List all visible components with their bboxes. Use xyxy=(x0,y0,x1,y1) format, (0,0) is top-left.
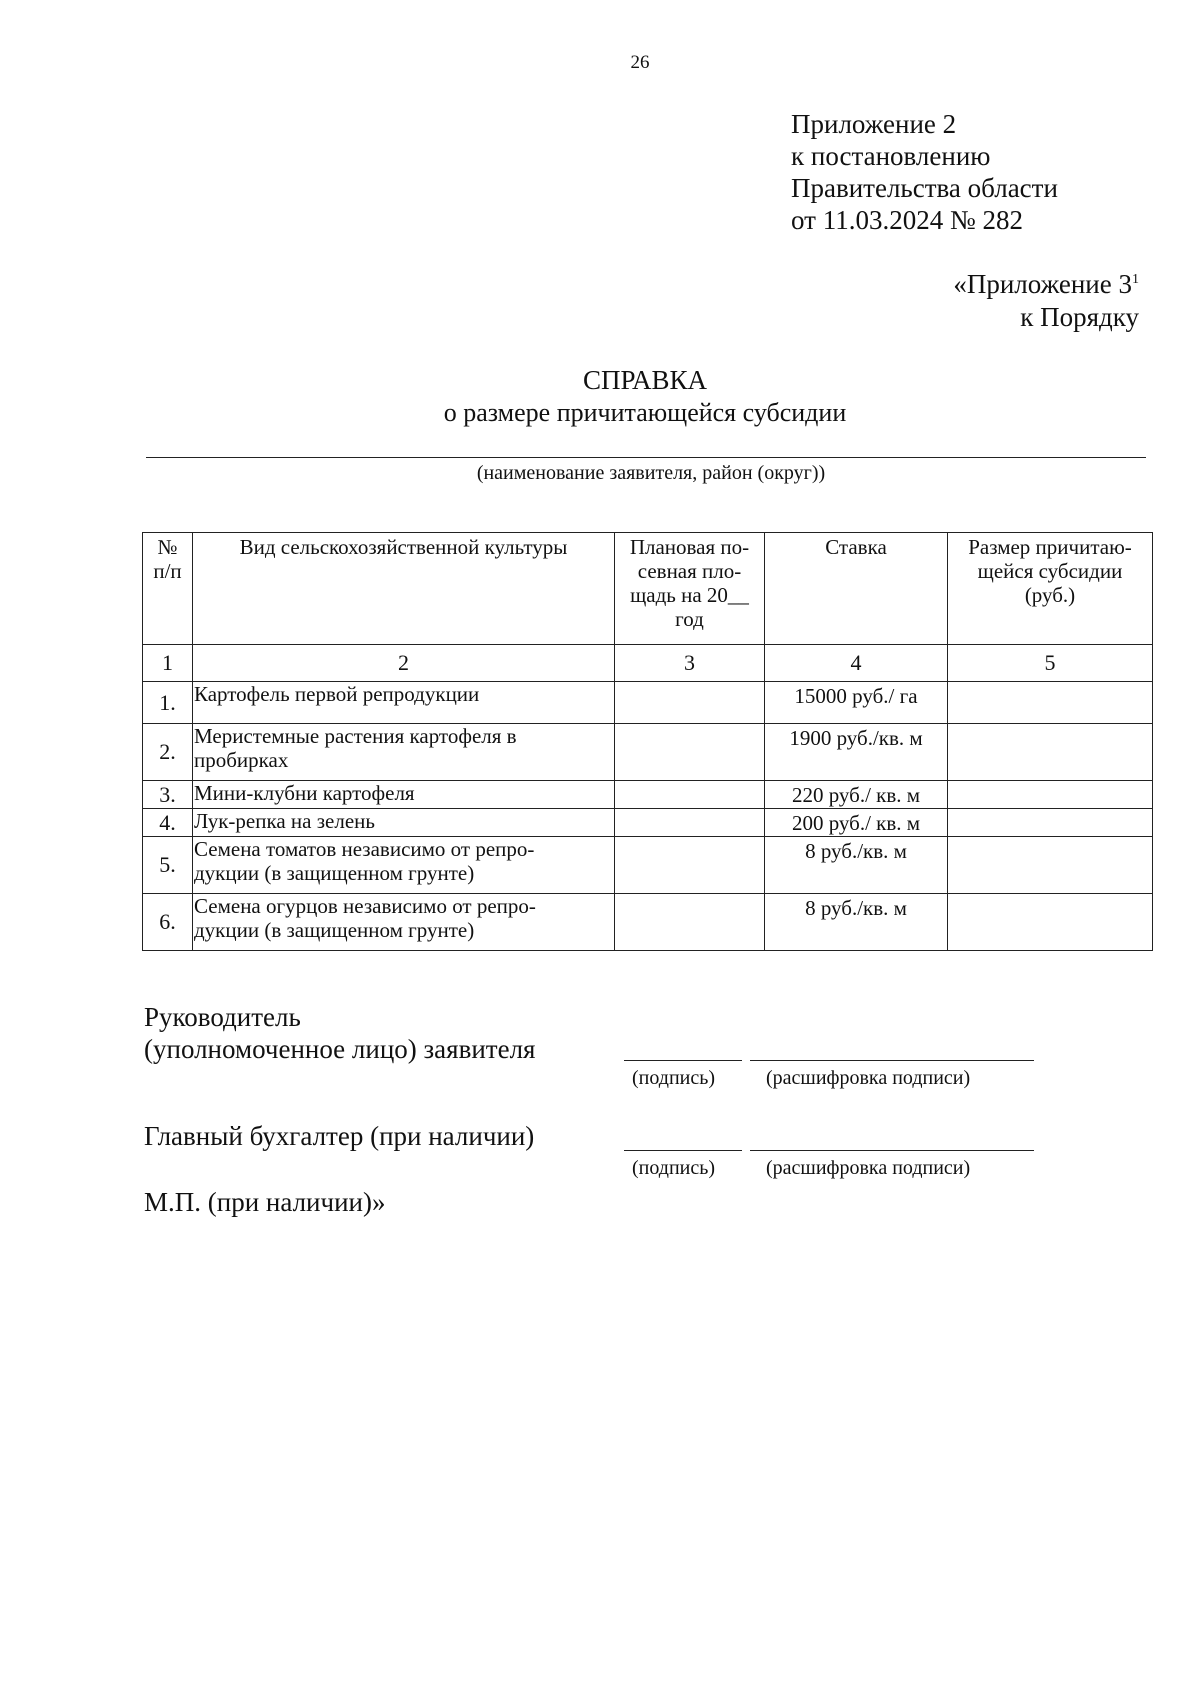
amendment-reference xyxy=(953,268,1139,334)
amendment-line-2: к Порядку xyxy=(1020,302,1139,332)
row-number: 5. xyxy=(143,837,193,894)
document-subtitle: о размере причитающейся субсидии xyxy=(443,398,847,427)
crop-cell: Мини-клубни картофеля xyxy=(193,781,615,809)
header-no: № п/п xyxy=(143,533,193,645)
column-number: 3 xyxy=(615,645,765,682)
row-number: 1. xyxy=(143,682,193,724)
head-signature-line xyxy=(624,1060,742,1061)
amendment-superscript: 1 xyxy=(1132,272,1139,287)
stamp-label: М.П. (при наличии)» xyxy=(144,1187,386,1217)
column-number-row xyxy=(143,645,1153,682)
table-header-row xyxy=(143,533,1153,645)
amount-cell xyxy=(948,781,1153,809)
page-number: 26 xyxy=(630,52,650,73)
table-row xyxy=(143,894,1153,951)
crop-cell: Семена огурцов независимо от репро- дукции (в защищенном грунте) xyxy=(193,894,615,951)
appendix-line: к постановлению xyxy=(791,141,991,171)
table-row xyxy=(143,682,1153,724)
head-label-line-2: (уполномоченное лицо) заявителя xyxy=(144,1034,536,1064)
applicant-caption: (наименование заявителя, район (округ)) xyxy=(476,462,826,484)
accountant-decoding-caption: (расшифровка подписи) xyxy=(766,1157,971,1179)
header-crop: Вид сельскохозяйственной культуры xyxy=(193,533,615,645)
rate-cell: 200 руб./ кв. м xyxy=(765,809,948,837)
crop-cell: Семена томатов независимо от репро- дукции (в защищенном грунте) xyxy=(193,837,615,894)
area-cell xyxy=(615,781,765,809)
header-rate: Ставка xyxy=(765,533,948,645)
row-number: 6. xyxy=(143,894,193,951)
applicant-name-line xyxy=(146,457,1146,458)
head-decoding-caption: (расшифровка подписи) xyxy=(766,1067,971,1089)
table-row xyxy=(143,781,1153,809)
accountant-decoding-line xyxy=(750,1150,1034,1151)
head-label-line-1: Руководитель xyxy=(144,1002,301,1032)
rate-cell: 8 руб./кв. м xyxy=(765,837,948,894)
amendment-line-1 xyxy=(953,268,1139,301)
column-number: 2 xyxy=(193,645,615,682)
appendix-line: Приложение 2 xyxy=(791,109,957,139)
area-cell xyxy=(615,682,765,724)
accountant-signature-caption: (подпись) xyxy=(632,1157,716,1179)
amount-cell xyxy=(948,894,1153,951)
appendix-reference xyxy=(791,108,1058,236)
rate-cell: 1900 руб./кв. м xyxy=(765,724,948,781)
area-cell xyxy=(615,894,765,951)
amendment-line-1-text: «Приложение 3 xyxy=(953,269,1132,299)
area-cell xyxy=(615,837,765,894)
column-number: 4 xyxy=(765,645,948,682)
amount-cell xyxy=(948,809,1153,837)
crop-cell: Меристемные растения картофеля в пробирках xyxy=(193,724,615,781)
table-row xyxy=(143,724,1153,781)
table-row xyxy=(143,809,1153,837)
rate-cell: 8 руб./кв. м xyxy=(765,894,948,951)
amount-cell xyxy=(948,682,1153,724)
amount-cell xyxy=(948,837,1153,894)
head-signature-caption: (подпись) xyxy=(632,1067,716,1089)
appendix-line: Правительства области xyxy=(791,173,1058,203)
appendix-line: от 11.03.2024 № 282 xyxy=(791,205,1023,235)
accountant-label: Главный бухгалтер (при наличии) xyxy=(144,1121,535,1151)
area-cell xyxy=(615,724,765,781)
table-row xyxy=(143,837,1153,894)
amount-cell xyxy=(948,724,1153,781)
column-number: 5 xyxy=(948,645,1153,682)
crop-cell: Лук-репка на зелень xyxy=(193,809,615,837)
subsidy-table xyxy=(142,532,1153,951)
header-area: Плановая по- севная пло- щадь на 20__ год xyxy=(615,533,765,645)
area-cell xyxy=(615,809,765,837)
row-number: 3. xyxy=(143,781,193,809)
rate-cell: 220 руб./ кв. м xyxy=(765,781,948,809)
row-number: 2. xyxy=(143,724,193,781)
crop-cell: Картофель первой репродукции xyxy=(193,682,615,724)
column-number: 1 xyxy=(143,645,193,682)
head-decoding-line xyxy=(750,1060,1034,1061)
document-title: СПРАВКА xyxy=(582,365,708,395)
rate-cell: 15000 руб./ га xyxy=(765,682,948,724)
header-amount: Размер причитаю- щейся субсидии (руб.) xyxy=(948,533,1153,645)
accountant-signature-line xyxy=(624,1150,742,1151)
row-number: 4. xyxy=(143,809,193,837)
